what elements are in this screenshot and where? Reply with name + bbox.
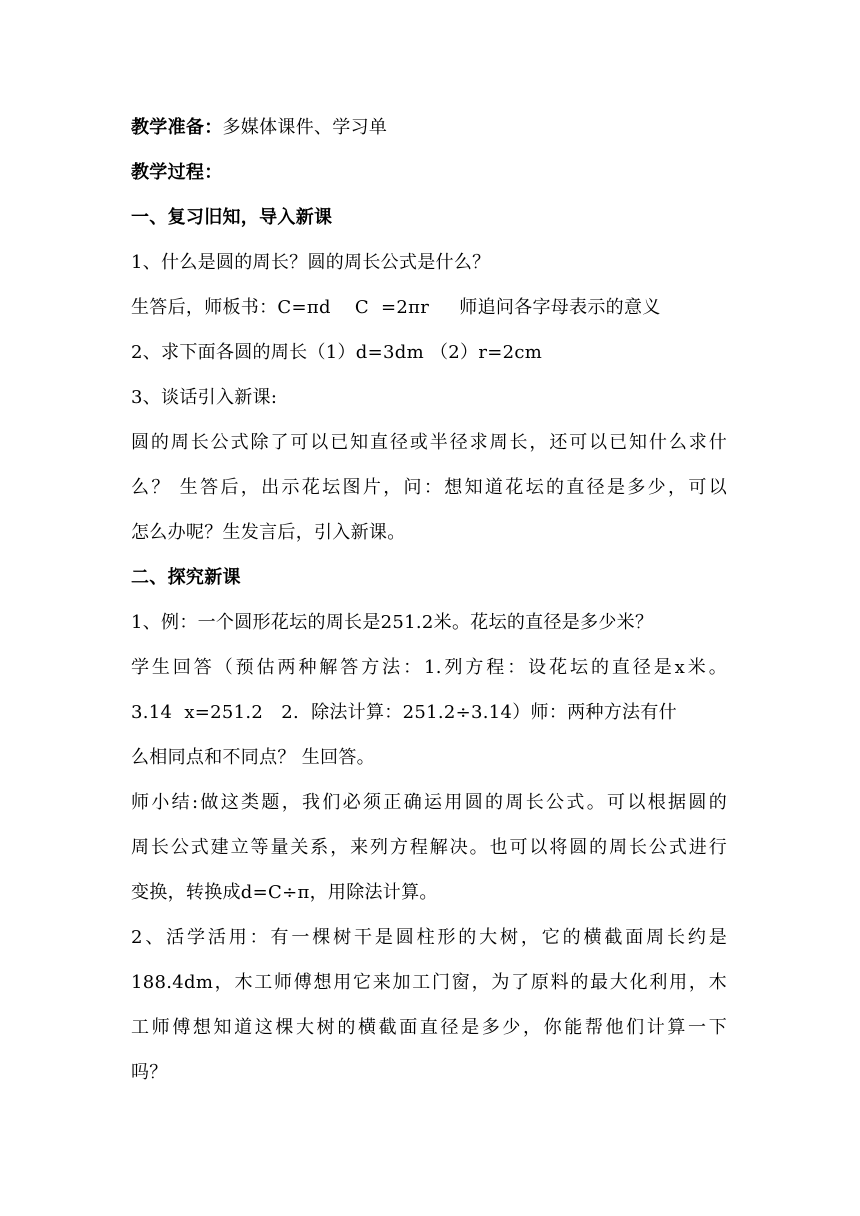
section2-practice-line: 工师傅想知道这棵大树的横截面直径是多少，你能帮他们计算一下 [131, 1017, 727, 1038]
section2-answer-line: 学生回答（预估两种解答方法：1.列方程：设花坛的直径是x米。 [131, 657, 727, 678]
teaching-prep-line [131, 110, 387, 146]
section1-para-line: 圆的周长公式除了可以已知直径或半径求周长，还可以已知什么求什 [131, 432, 727, 453]
section2-summary-line: 师小结:做这类题，我们必须正确运用圆的周长公式。可以根据圆的 [131, 792, 727, 813]
teaching-process-label: 教学过程： [131, 162, 223, 183]
section1-item1: 1、什么是圆的周长？圆的周长公式是什么？ [131, 252, 491, 273]
teaching-prep-label: 教学准备： [131, 117, 223, 138]
section2-summary-line: 变换，转换成d=C÷π，用除法计算。 [131, 882, 438, 903]
section1-board-line: 生答后，师板书：C=πd C =2πr 师追问各字母表示的意义 [131, 297, 661, 318]
section2-example: 1、例：一个圆形花坛的周长是251.2米。花坛的直径是多少米？ [131, 612, 654, 633]
section2-practice-line: 2、活学活用：有一棵树干是圆柱形的大树，它的横截面周长约是 [131, 927, 727, 948]
section2-summary-line: 周长公式建立等量关系，来列方程解决。也可以将圆的周长公式进行 [131, 837, 727, 858]
section2-practice-line: 吗？ [131, 1062, 168, 1083]
section1-item2: 2、求下面各圆的周长（1）d=3dm （2）r=2cm [131, 342, 543, 363]
section2-answer-line: 么相同点和不同点？ 生回答。 [131, 747, 375, 768]
section2-answer-line: 3.14 x=251.2 2. 除法计算：251.2÷3.14）师：两种方法有什 [131, 702, 677, 723]
section2-practice-line: 188.4dm，木工师傅想用它来加工门窗，为了原料的最大化利用，木 [131, 972, 727, 993]
teaching-prep-text: 多媒体课件、学习单 [222, 117, 388, 138]
section2-title: 二、探究新课 [131, 567, 241, 588]
section1-title: 一、复习旧知，导入新课 [131, 207, 333, 228]
section1-item3: 3、谈话引入新课: [131, 387, 278, 408]
section1-para-line: 么？ 生答后，出示花坛图片，问：想知道花坛的直径是多少，可以 [131, 477, 727, 498]
section1-para-line: 怎么办呢？生发言后，引入新课。 [131, 522, 406, 543]
